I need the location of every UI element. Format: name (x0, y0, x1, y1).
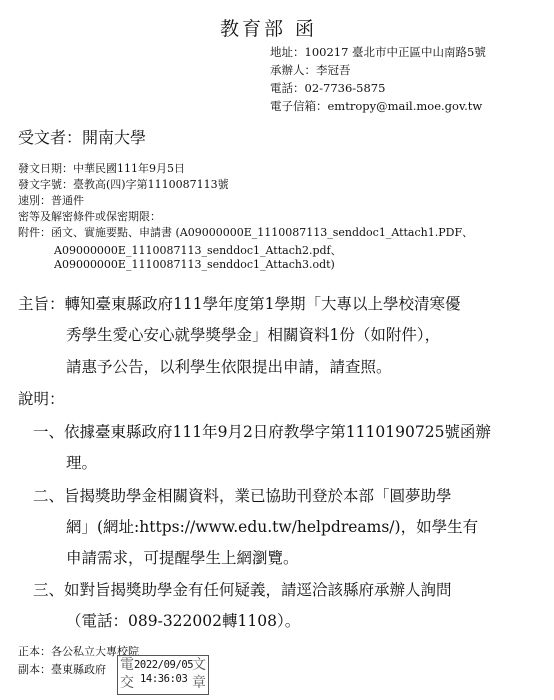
document-number: 發文字號：臺教高(四)字第1110087113號 (18, 178, 229, 191)
explanation-item-2-line-3: 申請需求，可提醒學生上網瀏覽。 (66, 549, 299, 567)
subject-line-1: 主旨：轉知臺東縣政府111學年度第1學期「大專以上學校清寒優 (18, 295, 461, 313)
attachments-line-3: A09000000E_1110087113_senddoc1_Attach3.odt) (54, 258, 335, 271)
contact-phone: 電話：02-7736-5875 (270, 81, 386, 95)
subject-line-3: 請惠予公告，以利學生依限提出申請，請查照。 (66, 358, 392, 376)
explanation-item-1-line-1: 一、依據臺東縣政府111年9月2日府教學字第1110190725號函辦 (33, 423, 491, 441)
primary-recipients: 正本：各公私立大專校院 (18, 645, 139, 658)
contact-email: 電子信箱：emtropy@mail.moe.gov.tw (270, 99, 483, 113)
electronic-exchange-stamp (117, 655, 209, 695)
stamp-char-right-top: 文 (192, 657, 206, 673)
explanation-item-3-line-1: 三、如對旨揭獎助學金有任何疑義，請逕洽該縣府承辦人詢問 (33, 581, 452, 599)
stamp-time: 14:36:03 (140, 673, 188, 685)
explanation-item-2-line-1: 二、旨揭獎助學金相關資料，業已協助刊登於本部「圓夢助學 (33, 487, 452, 505)
issue-date: 發文日期：中華民國111年9月5日 (18, 162, 185, 175)
stamp-timestamp (134, 658, 193, 686)
attachments-line-2: A09000000E_1110087113_senddoc1_Attach2.pdf、 (54, 244, 342, 257)
recipient-line: 受文者：開南大學 (18, 128, 147, 147)
document-title: 教育部 函 (220, 18, 318, 40)
explanation-item-1-line-2: 理。 (66, 454, 98, 472)
stamp-char-left-top: 電 (120, 657, 134, 673)
case-officer: 承辦人：李冠吾 (270, 63, 351, 77)
sender-address: 地址：100217 臺北市中正區中山南路5號 (270, 45, 486, 59)
delivery-speed: 速別：普通件 (18, 194, 84, 207)
stamp-date: 2022/09/05 (134, 659, 194, 671)
copy-recipients: 副本：臺東縣政府 (18, 663, 106, 676)
subject-line-2: 秀學生愛心安心就學獎學金」相關資料1份（如附件）， (66, 326, 441, 344)
explanation-heading: 說明： (18, 390, 65, 408)
explanation-item-3-line-2: （電話：089-322002轉1108）。 (66, 612, 301, 630)
secrecy-level: 密等及解密條件或保密期限： (18, 210, 161, 223)
stamp-char-right-bottom: 章 (192, 675, 206, 691)
attachments-line-1: 附件：函文、實施要點、申請書 (A09000000E_1110087113_senddoc1_Attach1.PDF、 (18, 226, 474, 239)
stamp-char-left-bottom: 交 (120, 675, 134, 691)
explanation-item-2-line-2: 網」(網址:https://www.edu.tw/helpdreams/)，如學生有 (66, 518, 479, 536)
